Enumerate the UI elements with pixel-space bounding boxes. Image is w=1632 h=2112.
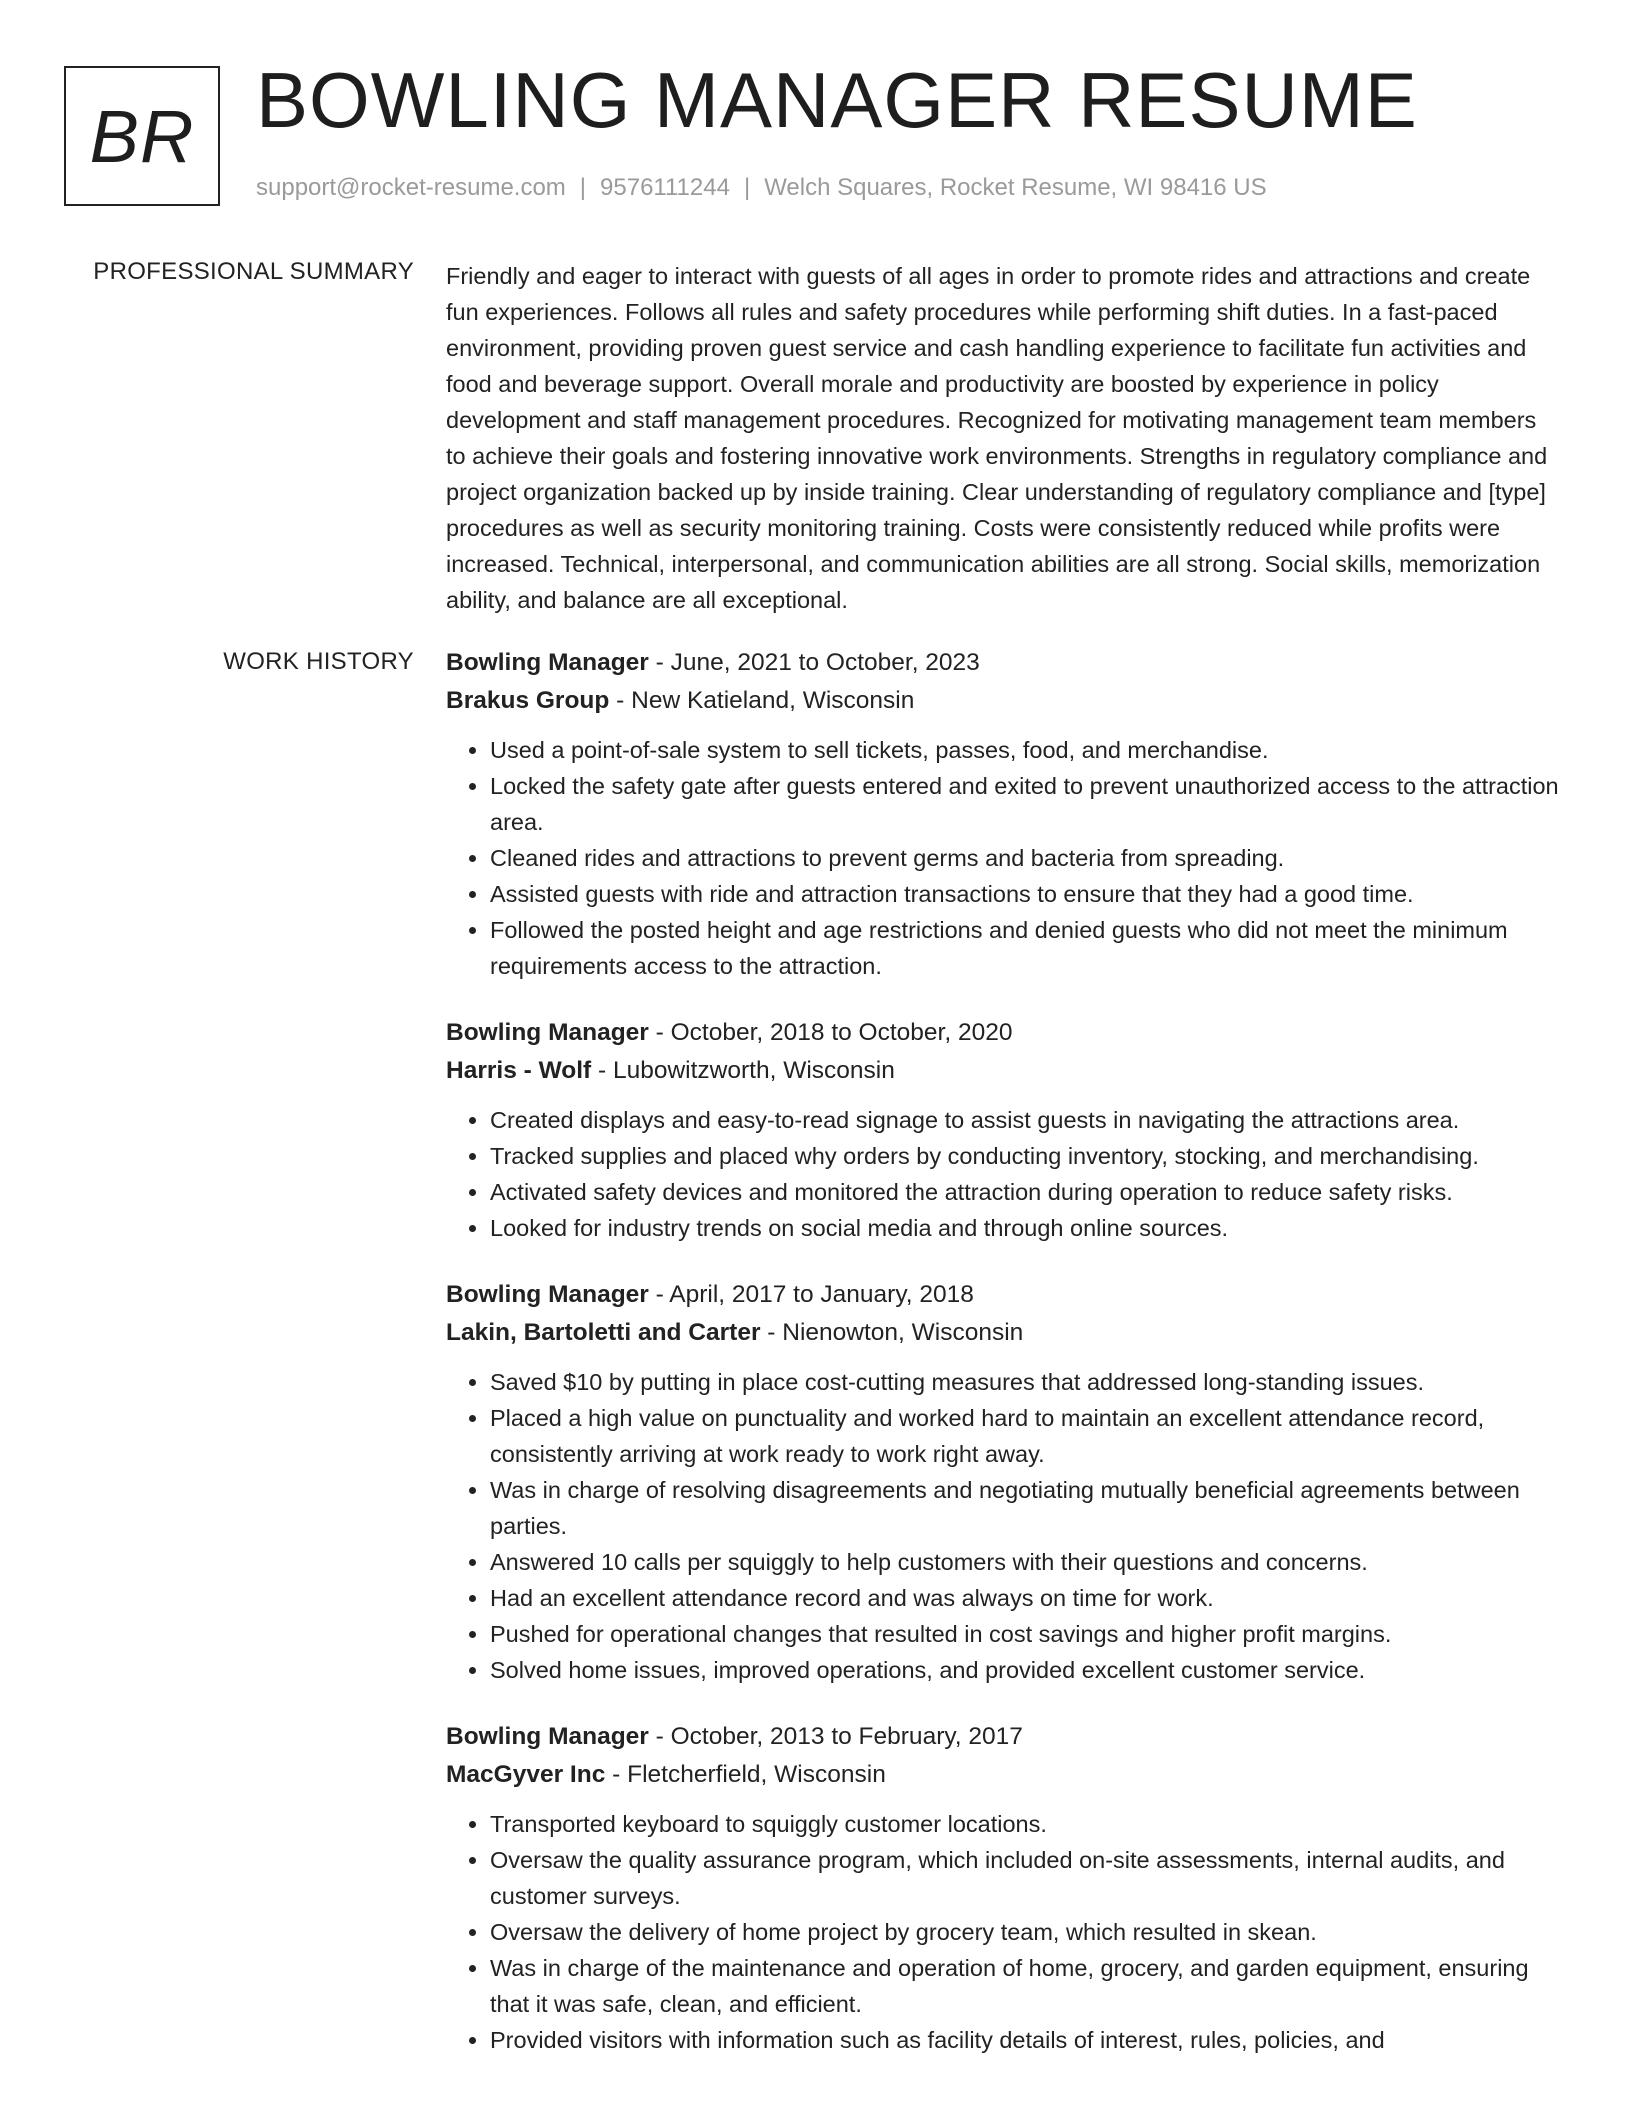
summary-text: Friendly and eager to interact with guests of all ages in order to promote rides and attractions and create fun experiences. Follows all rules and safety procedures while performing shift duties. In a fast-paced environment, providing proven guest service and cash handling experience to facilitate fun activities and food and beverage support. Overall morale and productivity are boosted by experience in policy development and staff management procedures. Recognized for motivating management team members to achieve their goals and fostering innovative work environments. Strengths in regulatory compliance and project organization backed up by inside training. Clear understanding of regulatory compliance and [type] procedures as well as security monitoring training. Costs were consistently reduced while profits were increased. Technical, interpersonal, and communication abilities are all strong. Social skills, memorization ability, and balance are all exceptional. [446, 263, 1548, 613]
summary-label: PROFESSIONAL SUMMARY [93, 258, 414, 285]
job-title-line [446, 644, 1562, 682]
job-title: Bowling Manager [446, 1019, 649, 1046]
job-bullet: • Activated safety devices and monitored the attraction during operation to reduce safety risks. [490, 1174, 1562, 1210]
resume-title: BOWLING MANAGER RESUME [256, 56, 1418, 144]
job-company: Lakin, Bartoletti and Carter [446, 1319, 761, 1346]
job-bullet: • Created displays and easy-to-read signage to assist guests in navigating the attractions area. [490, 1102, 1562, 1138]
job-bullet: • Oversaw the delivery of home project by grocery team, which resulted in skean. [490, 1914, 1562, 1950]
contact-line [256, 174, 1267, 202]
job-bullet: • Cleaned rides and attractions to prevent germs and bacteria from spreading. [490, 840, 1562, 876]
job-bullet: • Tracked supplies and placed why orders by conducting inventory, stocking, and merchandising. [490, 1138, 1562, 1174]
job-bullets [446, 1102, 1562, 1246]
summary-body [446, 258, 1562, 618]
job-company-line [446, 1756, 1562, 1794]
job-entry [446, 1014, 1562, 1246]
job-bullet: • Saved $10 by putting in place cost-cutting measures that addressed long-standing issues. [490, 1364, 1562, 1400]
contact-separator: | [743, 174, 751, 201]
job-bullet: • Followed the posted height and age restrictions and denied guests who did not meet the minimum requirements access to the attraction. [490, 912, 1562, 984]
job-title: Bowling Manager [446, 1281, 649, 1308]
job-bullets [446, 1364, 1562, 1688]
contact-address: Welch Squares, Rocket Resume, WI 98416 US [764, 174, 1267, 201]
job-dates: - June, 2021 to October, 2023 [648, 649, 980, 676]
job-bullet: • Placed a high value on punctuality and worked hard to maintain an excellent attendance record, consistently arriving at work ready to work right away. [490, 1400, 1562, 1472]
job-bullet: • Assisted guests with ride and attraction transactions to ensure that they had a good time. [490, 876, 1562, 912]
job-dates: - April, 2017 to January, 2018 [648, 1281, 974, 1308]
contact-separator: | [579, 174, 587, 201]
contact-phone: 9576111244 [600, 174, 730, 201]
job-entry [446, 1276, 1562, 1688]
work-history-label: WORK HISTORY [223, 648, 414, 675]
job-bullet: • Provided visitors with information such as facility details of interest, rules, policies, and [490, 2022, 1562, 2058]
job-bullets [446, 1806, 1562, 2058]
job-title: Bowling Manager [446, 1723, 649, 1750]
job-company: Brakus Group [446, 687, 610, 714]
job-bullet: • Oversaw the quality assurance program, which included on-site assessments, internal audits, and customer surveys. [490, 1842, 1562, 1914]
job-bullet: • Answered 10 calls per squiggly to help customers with their questions and concerns. [490, 1544, 1562, 1580]
work-history-body [446, 644, 1562, 2088]
job-company: MacGyver Inc [446, 1761, 606, 1788]
job-title-line [446, 1014, 1562, 1052]
job-bullet: • Locked the safety gate after guests entered and exited to prevent unauthorized access to the attraction area. [490, 768, 1562, 840]
job-location: - Fletcherfield, Wisconsin [605, 1761, 886, 1788]
job-bullet: • Transported keyboard to squiggly customer locations. [490, 1806, 1562, 1842]
job-bullet: • Was in charge of resolving disagreements and negotiating mutually beneficial agreements between parties. [490, 1472, 1562, 1544]
job-bullet: • Solved home issues, improved operations, and provided excellent customer service. [490, 1652, 1562, 1688]
contact-email: support@rocket-resume.com [256, 174, 566, 201]
job-bullet: • Pushed for operational changes that resulted in cost savings and higher profit margins. [490, 1616, 1562, 1652]
job-bullet: • Was in charge of the maintenance and operation of home, grocery, and garden equipment, ensuring that it was safe, clean, and efficient. [490, 1950, 1562, 2022]
job-title-line [446, 1276, 1562, 1314]
job-company-line [446, 1314, 1562, 1352]
job-location: - New Katieland, Wisconsin [609, 687, 915, 714]
job-location: - Nienowton, Wisconsin [760, 1319, 1024, 1346]
job-title-line [446, 1718, 1562, 1756]
job-entry [446, 1718, 1562, 2058]
job-entry [446, 644, 1562, 984]
job-bullet: • Had an excellent attendance record and was always on time for work. [490, 1580, 1562, 1616]
job-bullet: • Used a point-of-sale system to sell tickets, passes, food, and merchandise. [490, 732, 1562, 768]
job-title: Bowling Manager [446, 649, 649, 676]
job-dates: - October, 2018 to October, 2020 [648, 1019, 1013, 1046]
job-company-line [446, 682, 1562, 720]
job-dates: - October, 2013 to February, 2017 [648, 1723, 1023, 1750]
job-company-line [446, 1052, 1562, 1090]
job-company: Harris - Wolf [446, 1057, 592, 1084]
monogram-logo: BR [64, 66, 220, 206]
job-bullet: • Looked for industry trends on social media and through online sources. [490, 1210, 1562, 1246]
job-location: - Lubowitzworth, Wisconsin [591, 1057, 895, 1084]
job-bullets [446, 732, 1562, 984]
